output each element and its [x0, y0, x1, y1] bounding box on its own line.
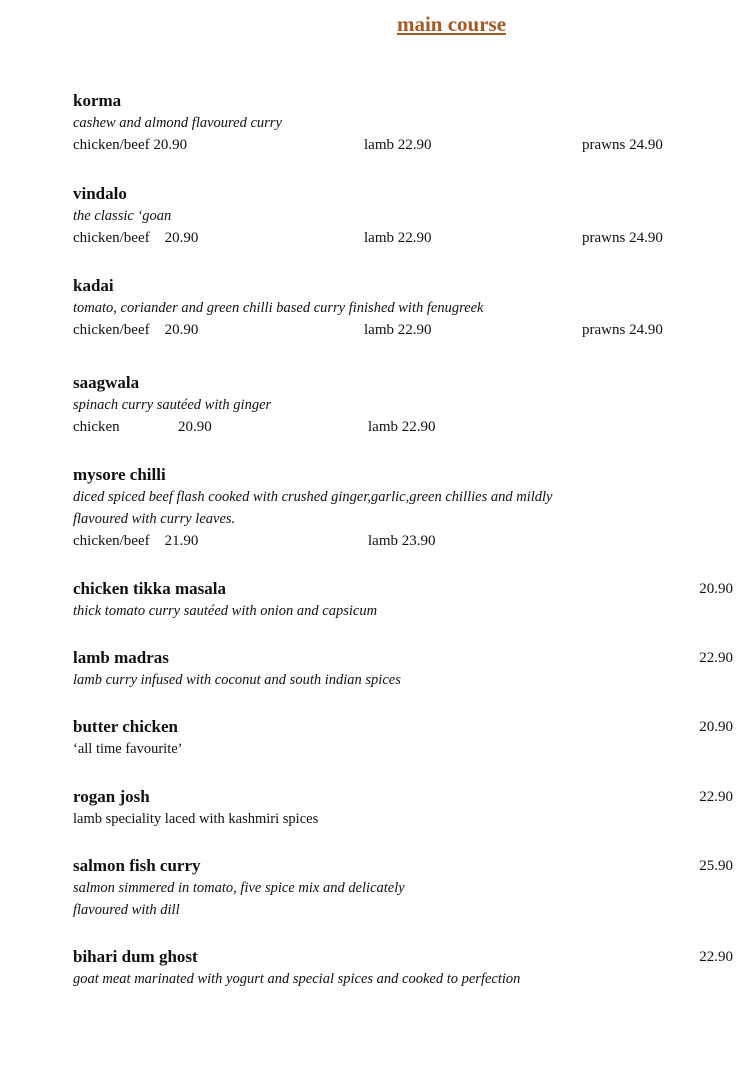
menu-item-chicken-tikka-masala — [73, 578, 733, 622]
menu-item-korma — [73, 90, 733, 156]
price-lamb: lamb 22.90 — [368, 419, 436, 435]
dish-description: lamb speciality laced with kashmiri spices — [73, 811, 319, 827]
dish-description: spinach curry sautéed with ginger — [73, 397, 272, 413]
menu-item-mysore-chilli — [73, 464, 733, 552]
menu-item-kadai — [73, 275, 733, 341]
dish-price: 22.90 — [699, 949, 733, 965]
dish-description: thick tomato curry sautéed with onion and capsicum — [73, 603, 378, 619]
dish-name: mysore chilli — [73, 465, 166, 484]
dish-name: korma — [73, 91, 122, 110]
dish-name: bihari dum ghost — [73, 947, 198, 966]
price-row — [73, 416, 733, 438]
dish-name: butter chicken — [73, 717, 178, 736]
dish-name: kadai — [73, 276, 114, 295]
dish-price: 20.90 — [699, 719, 733, 735]
menu-item-butter-chicken — [73, 716, 733, 760]
dish-description-line-2: flavoured with curry leaves. — [73, 511, 236, 527]
price-row — [73, 319, 733, 341]
price-lamb: lamb 22.90 — [364, 137, 432, 153]
dish-description: the classic ‘goan — [73, 208, 172, 224]
dish-price: 20.90 — [699, 581, 733, 597]
dish-name: saagwala — [73, 373, 140, 392]
dish-description-line-1: diced spiced beef flash cooked with crushed ginger,garlic,green chillies and mildly — [73, 489, 553, 505]
price-chicken: 20.90 — [178, 419, 212, 435]
price-row — [73, 227, 733, 249]
price-row — [73, 134, 733, 156]
menu-item-lamb-madras — [73, 647, 733, 691]
price-row — [73, 530, 733, 552]
price-lamb: lamb 22.90 — [364, 230, 432, 246]
dish-name: salmon fish curry — [73, 856, 201, 875]
price-chicken-beef: chicken/beef 20.90 — [73, 230, 199, 246]
dish-description: cashew and almond flavoured curry — [73, 115, 282, 131]
dish-description-line-2: flavoured with dill — [73, 902, 180, 918]
dish-description: lamb curry infused with coconut and south indian spices — [73, 672, 401, 688]
price-lamb: lamb 23.90 — [368, 533, 436, 549]
dish-description: ‘all time favourite’ — [73, 741, 183, 757]
dish-description: goat meat marinated with yogurt and special spices and cooked to perfection — [73, 971, 521, 987]
price-chicken-beef: chicken/beef 21.90 — [73, 533, 199, 549]
page-title: main course — [396, 12, 507, 36]
price-chicken-beef: chicken/beef 20.90 — [73, 137, 188, 153]
menu-item-salmon-fish-curry — [73, 855, 733, 921]
menu-item-vindalo — [73, 183, 733, 249]
dish-description: tomato, coriander and green chilli based curry finished with fenugreek — [73, 300, 484, 316]
price-prawns: prawns 24.90 — [582, 137, 663, 153]
dish-description-line-1: salmon simmered in tomato, five spice mix and delicately — [73, 880, 405, 896]
price-lamb: lamb 22.90 — [364, 322, 432, 338]
dish-price: 22.90 — [699, 650, 733, 666]
dish-price: 22.90 — [699, 789, 733, 805]
menu-item-bihari-dum-ghost — [73, 946, 733, 990]
menu-item-saagwala — [73, 372, 733, 438]
dish-name: lamb madras — [73, 648, 169, 667]
dish-name: chicken tikka masala — [73, 579, 227, 598]
dish-name: rogan josh — [73, 787, 150, 806]
dish-price: 25.90 — [699, 858, 733, 874]
price-prawns: prawns 24.90 — [582, 230, 663, 246]
dish-name: vindalo — [73, 184, 127, 203]
price-prawns: prawns 24.90 — [582, 322, 663, 338]
menu-item-rogan-josh — [73, 786, 733, 830]
price-chicken-beef: chicken/beef 20.90 — [73, 322, 199, 338]
price-chicken-label: chicken — [73, 419, 120, 435]
